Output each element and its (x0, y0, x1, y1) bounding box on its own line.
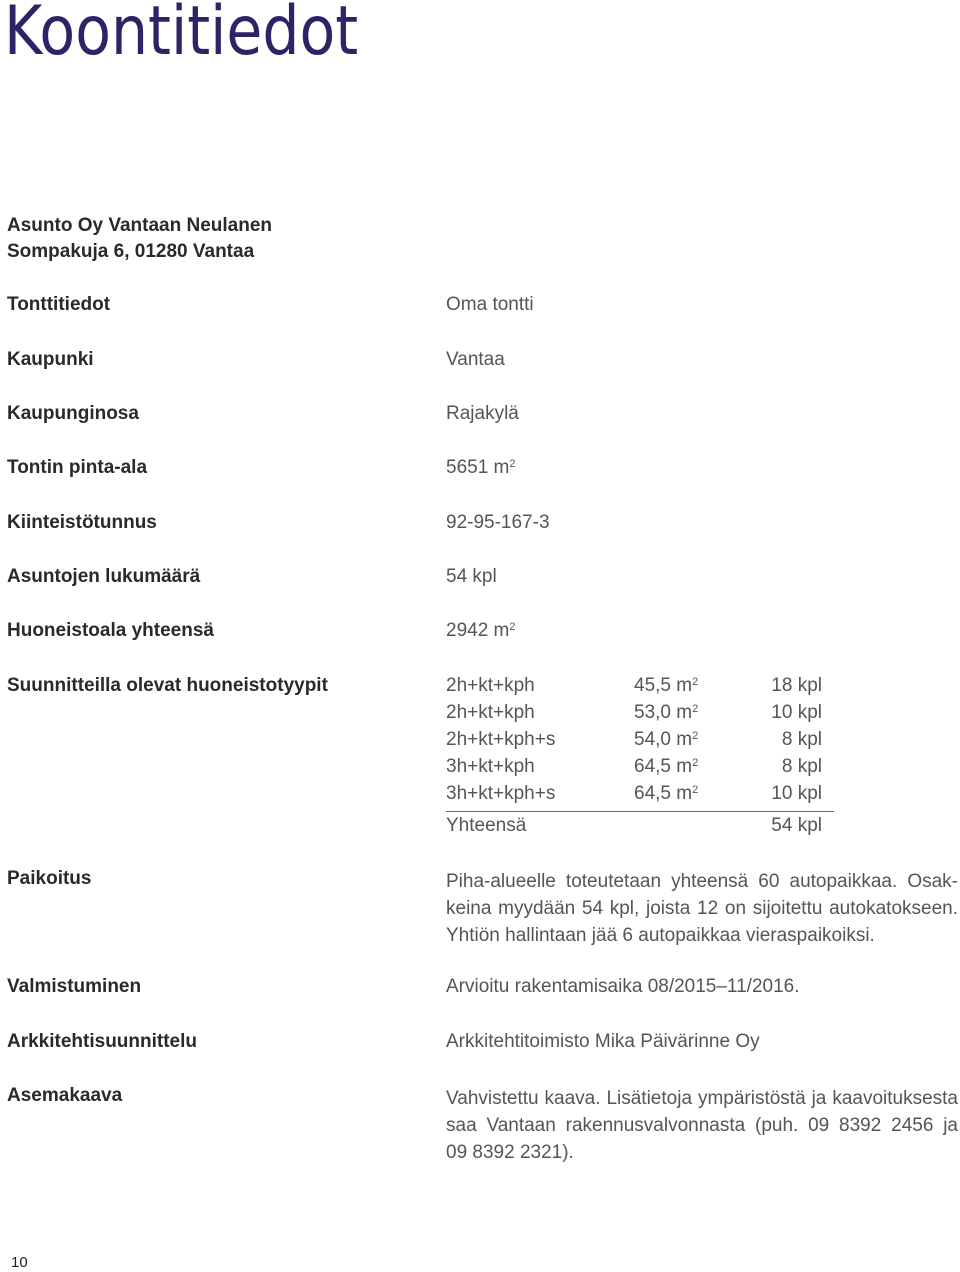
apartment-total-label: Yhteensä (446, 815, 527, 836)
unit-superscript: 2 (509, 458, 516, 470)
apartment-count: 10 kpl (771, 783, 822, 804)
apartment-type: 2h+kt+kph+s (446, 729, 556, 750)
apartment-count: 18 kpl (771, 675, 822, 696)
apartment-count: 10 kpl (771, 702, 822, 723)
fact-label-plot-area: Tontin pinta-ala (7, 457, 148, 478)
architect-value: Arkkitehtitoimisto Mika Päivärinne Oy (446, 1031, 760, 1052)
fact-label-plot: Tonttitiedot (7, 294, 111, 315)
apartment-type: 3h+kt+kph (446, 756, 535, 777)
fact-value-plot: Oma tontti (446, 294, 534, 315)
zoning-label: Asemakaava (7, 1085, 123, 1106)
apartment-type: 2h+kt+kph (446, 702, 535, 723)
apartment-type: 3h+kt+kph+s (446, 783, 556, 804)
company-address: Sompakuja 6, 01280 Vantaa (7, 241, 255, 262)
fact-value-property-id: 92-95-167-3 (446, 512, 550, 533)
fact-label-city: Kaupunki (7, 349, 94, 370)
fact-label-district: Kaupunginosa (7, 403, 139, 424)
parking-text: Piha-alueelle toteutetaan yhteensä 60 autopaikkaa. Osak- keina myydään 54 kpl, joista 12 on sijoitettu autokatokseen. Yhtiön hallintaan jää 6 autopaikkaa vieraspaikoiksi. (446, 871, 958, 946)
fact-value-district: Rajakylä (446, 403, 519, 424)
page-number: 10 (11, 1254, 28, 1271)
apartment-total-count: 54 kpl (771, 815, 822, 836)
fact-value-unit-count: 54 kpl (446, 566, 497, 587)
architect-label: Arkkitehtisuunnittelu (7, 1031, 198, 1052)
apartment-area: 45,5 $m^2$ (634, 675, 699, 696)
fact-label-unit-count: Asuntojen lukumäärä (7, 566, 201, 587)
parking-label: Paikoitus (7, 868, 92, 889)
apartment-area: 64,5 $m^2$ (634, 756, 699, 777)
zoning-text: Vahvistettu kaava. Lisätietoja ympäristöstä ja kaavoituksesta saa Vantaan rakennusvalvonnasta (puh. 09 8392 2456 ja 09 8392 2321). (446, 1088, 958, 1163)
apartment-types-label: Suunnitteilla olevat huoneistotyypit (7, 675, 328, 696)
apartment-area: 54,0 $m^2$ (634, 729, 699, 750)
company-name: Asunto Oy Vantaan Neulanen (7, 215, 272, 236)
unit-superscript: 2 (509, 621, 516, 633)
fact-value-floor-area: 2942 $m^2$ (446, 620, 516, 641)
fact-label-property-id: Kiinteistötunnus (7, 512, 157, 533)
apartment-area: 53,0 $m^2$ (634, 702, 699, 723)
total-divider (446, 811, 834, 812)
apartment-area: 64,5 $m^2$ (634, 783, 699, 804)
apartment-type: 2h+kt+kph (446, 675, 535, 696)
fact-value-city: Vantaa (446, 349, 505, 370)
completion-value: Arvioitu rakentamisaika 08/2015–11/2016. (446, 976, 800, 997)
apartment-count: 8 kpl (781, 729, 822, 750)
completion-label: Valmistuminen (7, 976, 142, 997)
company-block (7, 213, 272, 265)
fact-value-plot-area: 5651 $m^2$ (446, 457, 516, 478)
apartment-count: 8 kpl (781, 756, 822, 777)
page-title: Koontitiedot (4, 0, 359, 71)
fact-label-floor-area: Huoneistoala yhteensä (7, 620, 214, 641)
